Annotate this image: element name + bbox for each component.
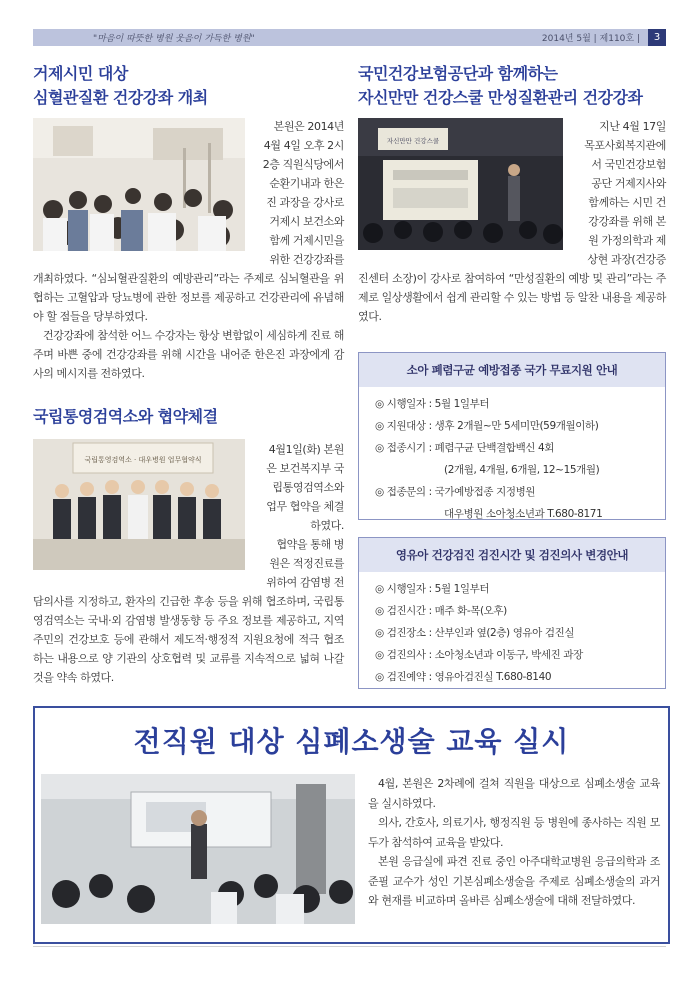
- article3-side-line: 원 가정의학과 제: [588, 234, 666, 247]
- article3-screen-text: 자신만만 건강스쿨: [386, 137, 440, 145]
- article3-side-line: 공단 거제지사와: [591, 177, 666, 190]
- article3-side-line: 강강좌를 위해 본: [588, 215, 666, 228]
- article2-title: 국립통영검역소와 협약체결: [33, 407, 218, 426]
- article1-side-line: 2층 직원식당에서: [262, 158, 344, 171]
- article3-body: [358, 269, 666, 326]
- article1-title: [33, 62, 343, 110]
- info-row-continued: 대우병원 소아청소년과 T.680-8171: [444, 508, 603, 520]
- article2-side-line: 위하여 감염병 전: [266, 576, 344, 589]
- article1-title-line1: 거제시민 대상: [33, 64, 128, 83]
- article3-side-line: 목포사회복지관에: [584, 139, 666, 152]
- article3-paragraph: 진센터 소장)이 강사로 참여하여 “만성질환의 예방 및 관리”라는 주제로 일상생활에서 쉽게 관리할 수 있는 방법 등 알찬 내용을 제공하였다.: [358, 272, 666, 323]
- vaccination-box-rows: [375, 393, 657, 525]
- info-row: ◎ 검진예약 : 영유아검진실 T.680-8140: [375, 671, 552, 683]
- info-row-continued: (2개월, 4개월, 6개월, 12~15개월): [444, 464, 600, 476]
- cpr-paragraph: 본원 응급실에 파견 진료 중인 아주대학교병원 응급의학과 조준필 교수가 성인 기본심폐소생술을 주제로 심폐소생술의 과거와 현재를 비교하며 올바른 심폐소생술에 대해 전달하였다.: [368, 855, 660, 907]
- info-row: ◎ 검진장소 : 산부인과 옆(2층) 영유아 검진실: [375, 627, 575, 639]
- article1-side-line: 4월 4일 오후 2시: [263, 139, 344, 152]
- info-row: ◎ 검진의사 : 소아청소년과 이동구, 박세진 과장: [375, 649, 583, 661]
- article1-photo: [33, 118, 245, 251]
- cpr-body: [368, 774, 660, 911]
- article3-side-line: 지난 4월 17일: [599, 120, 666, 133]
- article1-side-line: 진 과장을 강사로: [266, 196, 344, 209]
- article2-side-line: 은 보건복지부 국: [266, 462, 344, 475]
- article3-side-line: 서 국민건강보험: [591, 158, 666, 171]
- info-row: ◎ 접종문의 : 국가예방접종 지정병원: [375, 486, 536, 498]
- article2-side-line: 하였다.: [310, 519, 344, 532]
- article2-side-line: 업무 협약을 체결: [266, 500, 344, 513]
- article3-title-line1: 국민건강보험공단과 함께하는: [358, 64, 558, 83]
- cpr-section-title: 전직원 대상 심폐소생술 교육 실시: [133, 725, 570, 758]
- article1-paragraph: 개최하였다. “심뇌혈관질환의 예방관리”라는 주제로 심뇌혈관을 위협하는 고혈압과 당뇨병에 관한 정보를 제공하고 건강관리에 유념해야 할 점들을 당부하였다.: [33, 272, 344, 323]
- info-row: ◎ 시행일자 : 5월 1일부터: [375, 583, 490, 595]
- article1-side-line: 순환기내과 한은: [269, 177, 344, 190]
- article2-side-line: 원은 적정진료를: [269, 557, 344, 570]
- info-row: ◎ 시행일자 : 5월 1일부터: [375, 398, 490, 410]
- article2-side-line: 4월1일(화) 본원: [268, 443, 344, 456]
- cpr-paragraph: 4월, 본원은 2차례에 걸쳐 직원을 대상으로 심폐소생술 교육을 실시하였다.: [368, 777, 660, 810]
- checkup-info-box: [358, 537, 666, 689]
- article3-title-line2: 자신만만 건강스쿨 만성질환관리 건강강좌: [358, 88, 643, 107]
- info-row: ◎ 검진시간 : 매주 화-목(오후): [375, 605, 507, 617]
- article2-side-line: 협약을 통해 병: [276, 538, 344, 551]
- cpr-paragraph: 의사, 간호사, 의료기사, 행정직원 등 병원에 종사하는 직원 모두가 참석하여 교육을 받았다.: [368, 816, 660, 849]
- page-number: 3: [648, 29, 666, 46]
- article2-banner-text: 국립통영검역소 · 대우병원 업무협약식: [84, 456, 202, 464]
- article2-paragraph: 담의사를 지정하고, 환자의 긴급한 후송 등을 위해 협조하며, 국립통영검역소는 국내·외 감염병 발생동향 등 주요 정보를 제공하고, 지역주민의 건강보호 등에 관해서 제도적·행정적 지원요청에 적극 협조하는 내용으로 양 기관의 상호협력 및 교류를 지속적으로 넓혀 나갈 것을 약속 하였다.: [33, 595, 344, 684]
- article1-side-line: 함께 거제시민을: [269, 234, 344, 247]
- article2-photo: [33, 439, 245, 570]
- article1-side-line: 본원은 2014년: [273, 120, 344, 133]
- cpr-photo: [41, 774, 355, 924]
- vaccination-box-title: 소아 폐렴구균 예방접종 국가 무료지원 안내: [359, 353, 665, 387]
- vaccination-info-box: [358, 352, 666, 520]
- article2-side-text: [252, 440, 344, 592]
- article2-side-line: 립통영검역소와: [272, 481, 344, 494]
- article1-side-line: 거제시 보건소와: [269, 215, 344, 228]
- article3-side-line: 함께하는 시민 건: [588, 196, 666, 209]
- page-header-bar: [33, 29, 666, 46]
- footer-divider: [33, 946, 666, 947]
- article3-side-text: [570, 117, 666, 269]
- header-slogan: "마음이 따뜻한 병원 웃음이 가득한 병원": [93, 34, 255, 44]
- article1-paragraph: 건강강좌에 참석한 어느 수강자는 항상 변함없이 세심하게 진료 해주며 바쁜 중에 건강강좌를 위해 시간을 내어준 한은진 과장에게 감사의 메시지를 전하였다.: [33, 329, 344, 380]
- info-row: ◎ 지원대상 : 생후 2개월~만 5세미만(59개월이하): [375, 420, 599, 432]
- article1-body: [33, 269, 344, 383]
- article3-side-line: 상현 과장(건강증: [587, 253, 666, 266]
- checkup-box-rows: [375, 578, 657, 688]
- header-issue: 2014년 5월 | 제110호 |: [541, 34, 640, 44]
- article3-photo: [358, 118, 563, 250]
- cpr-training-section: [33, 706, 670, 944]
- info-row: ◎ 접종시기 : 폐렴구균 단백결합백신 4회: [375, 442, 555, 454]
- article2-body: [33, 592, 344, 687]
- article1-side-text: [252, 117, 344, 269]
- checkup-box-title: 영유아 건강검진 검진시간 및 검진의사 변경안내: [359, 538, 665, 572]
- article1-title-line2: 심혈관질환 건강강좌 개최: [33, 88, 208, 107]
- article1-side-line: 위한 건강강좌를: [269, 253, 344, 266]
- article3-title: [358, 62, 670, 110]
